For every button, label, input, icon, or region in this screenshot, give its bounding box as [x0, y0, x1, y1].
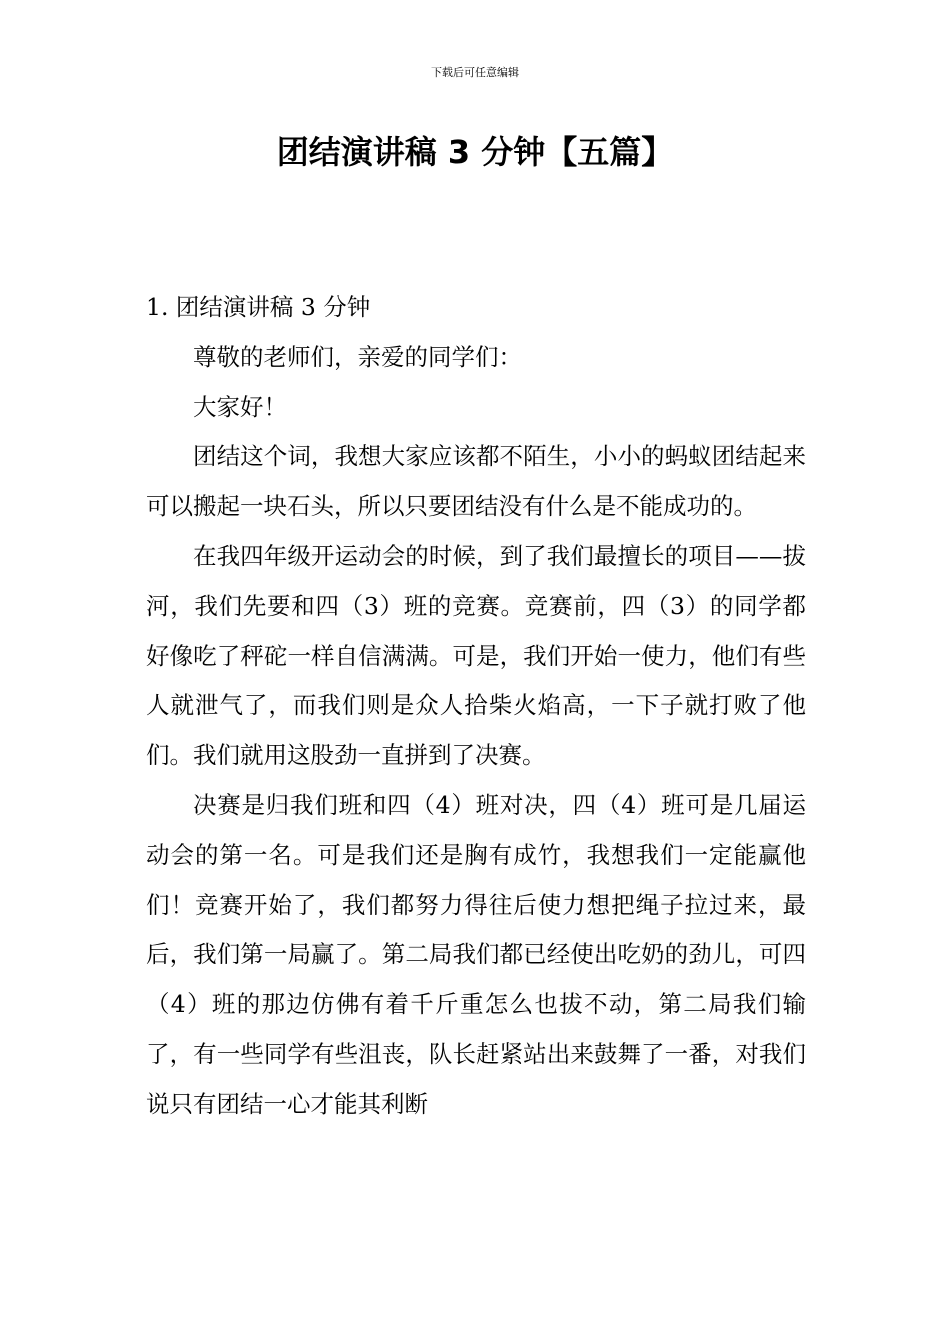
greeting-paragraph: 大家好！: [193, 392, 287, 421]
salutation-paragraph: 尊敬的老师们，亲爱的同学们：: [193, 342, 522, 371]
body-paragraph: 决赛是归我们班和四（4）班对决，四（4）班可是几届运动会的第一名。可是我们还是胸有成竹，我想我们一定能赢他们！竞赛开始了，我们都努力得往后使力想把绳子拉过来，最后，我们第一局赢了。第二局我们都已经使出吃奶的劲儿，可四（4）班的那边仿佛有着千斤重怎么也拔不动，第二局我们输了，有一些同学有些沮丧，队长赶紧站出来鼓舞了一番，对我们说只有团结一心才能其利断: [146, 790, 806, 1118]
body-paragraph: 在我四年级开运动会的时候，到了我们最擅长的项目——拔河，我们先要和四（3）班的竞赛。竞赛前，四（3）的同学都好像吃了秤砣一样自信满满。可是，我们开始一使力，他们有些人就泄气了，而我们则是众人拾柴火焰高，一下子就打败了他们。我们就用这股劲一直拼到了决赛。: [146, 541, 806, 770]
page-header-note: 下载后可任意编辑: [431, 66, 519, 79]
document-body: [146, 283, 806, 1130]
section-heading: 1. 团结演讲稿 3 分钟: [146, 293, 371, 321]
body-paragraph: 团结这个词，我想大家应该都不陌生，小小的蚂蚁团结起来可以搬起一块石头，所以只要团结没有什么是不能成功的。: [146, 442, 806, 521]
document-title: 团结演讲稿 3 分钟【五篇】: [276, 133, 674, 171]
